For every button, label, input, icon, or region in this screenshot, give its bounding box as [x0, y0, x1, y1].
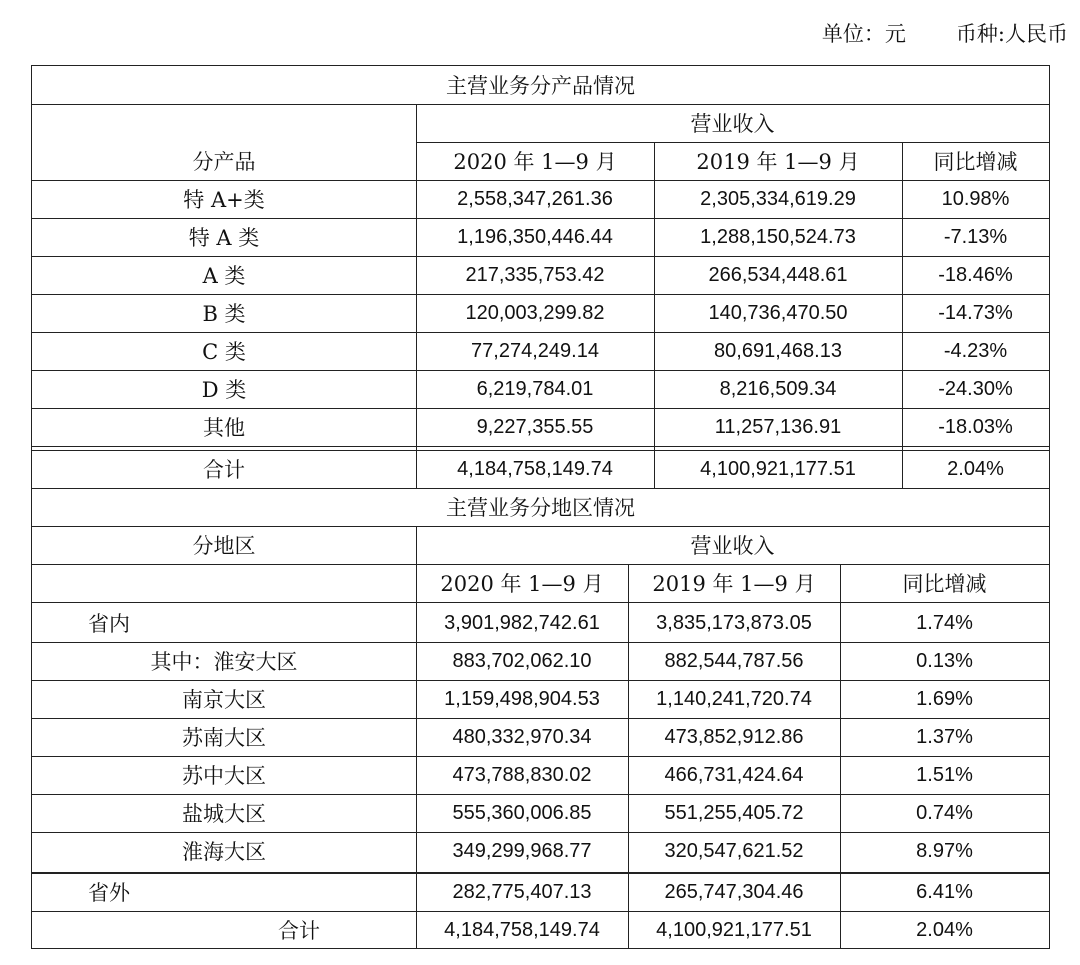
table-rule: [840, 564, 841, 948]
product-row-name: 其他: [203, 416, 245, 440]
table-rule: [32, 911, 1049, 912]
product-row-2020: 217,335,753.42: [465, 263, 605, 286]
region-row-name: 盐城大区: [182, 802, 266, 826]
region-total-2019: 4,100,921,177.51: [656, 918, 812, 941]
product-total-name: 合计: [203, 458, 245, 482]
product-row-2020: 9,227,355.55: [476, 415, 594, 438]
product-row-2019: 80,691,468.13: [714, 339, 842, 362]
product-revenue-header: 营业收入: [690, 112, 775, 136]
table-rule: [628, 564, 629, 948]
region-row-name: 苏中大区: [182, 764, 266, 788]
region-row-2019: 466,731,424.64: [664, 763, 804, 786]
product-2020-header: 2020 年 1—9 月: [453, 150, 617, 174]
region-row-2020: 349,299,968.77: [452, 839, 592, 862]
region-row-2020: 883,702,062.10: [452, 649, 592, 672]
table-rule: [32, 332, 1049, 333]
region-row-name: 其中：淮安大区: [150, 650, 298, 674]
region-row-name: 省内: [88, 612, 130, 636]
table-rule: [32, 450, 1049, 451]
region-total-name: 合计: [278, 919, 320, 943]
product-row-yoy: -18.03%: [938, 415, 1013, 438]
product-2019-header: 2019 年 1—9 月: [696, 150, 860, 174]
table-rule: [416, 104, 417, 488]
product-row-2019: 8,216,509.34: [719, 377, 837, 400]
table-rule: [32, 294, 1049, 295]
region-row-2019: 1,140,241,720.74: [656, 687, 812, 710]
region-row-2019: 473,852,912.86: [664, 725, 804, 748]
product-total-2019: 4,100,921,177.51: [700, 457, 856, 480]
table-rule: [902, 142, 903, 488]
product-row-yoy: -7.13%: [943, 225, 1008, 248]
product-row-name: 特 A 类: [188, 226, 260, 250]
region-row-2020: 3,901,982,742.61: [444, 611, 600, 634]
region-revenue-header: 营业收入: [690, 534, 775, 558]
product-row-2019: 140,736,470.50: [708, 301, 848, 324]
region-2019-header: 2019 年 1—9 月: [652, 572, 816, 596]
region-row-2020: 555,360,006.85: [452, 801, 592, 824]
table-rule: [32, 104, 1049, 105]
product-row-yoy: -18.46%: [938, 263, 1013, 286]
region-row-name: 省外: [88, 881, 130, 905]
region-row-yoy: 0.13%: [916, 649, 973, 672]
product-row-yoy: -14.73%: [938, 301, 1013, 324]
product-row-2020: 2,558,347,261.36: [457, 187, 613, 210]
product-row-2020: 120,003,299.82: [465, 301, 605, 324]
region-row-2020: 282,775,407.13: [452, 880, 592, 903]
product-row-yoy: 10.98%: [941, 187, 1010, 210]
region-total-2020: 4,184,758,149.74: [444, 918, 600, 941]
product-row-name: 特 A+类: [183, 188, 265, 212]
region-row-2020: 473,788,830.02: [452, 763, 592, 786]
table-rule: [32, 526, 1049, 527]
table-rule: [32, 602, 1049, 603]
region-row-2019: 320,547,621.52: [664, 839, 804, 862]
table-rule: [416, 526, 417, 948]
product-section-title: 主营业务分产品情况: [446, 74, 635, 98]
product-row-2019: 2,305,334,619.29: [700, 187, 856, 210]
table-rule: [32, 680, 1049, 681]
region-row-yoy: 1.74%: [916, 611, 973, 634]
product-row-name: D 类: [201, 378, 247, 402]
product-row-name: A 类: [202, 264, 246, 288]
region-row-yoy: 6.41%: [916, 880, 973, 903]
table-rule: [32, 642, 1049, 643]
region-row-name: 苏南大区: [182, 726, 266, 750]
product-yoy-header: 同比增减: [933, 150, 1018, 174]
table-rule: [32, 180, 1049, 181]
region-row-2020: 1,159,498,904.53: [444, 687, 600, 710]
table-rule: [32, 370, 1049, 371]
table-rule: [32, 832, 1049, 833]
table-rule: [32, 408, 1049, 409]
table-rule: [32, 488, 1049, 489]
product-column-header: 分产品: [192, 150, 256, 174]
currency-label: 币种:人民币: [955, 22, 1068, 46]
region-row-yoy: 1.69%: [916, 687, 973, 710]
product-row-2019: 266,534,448.61: [708, 263, 848, 286]
table-rule: [654, 142, 655, 488]
product-row-2019: 1,288,150,524.73: [700, 225, 856, 248]
revenue-table: [31, 65, 1050, 949]
region-section-title: 主营业务分地区情况: [446, 496, 635, 520]
product-row-yoy: -4.23%: [943, 339, 1008, 362]
region-row-2019: 882,544,787.56: [664, 649, 804, 672]
product-row-2020: 6,219,784.01: [476, 377, 594, 400]
table-rule: [416, 142, 1049, 143]
table-rule: [32, 756, 1049, 757]
region-row-2019: 3,835,173,873.05: [656, 611, 812, 634]
product-row-yoy: -24.30%: [938, 377, 1013, 400]
product-row-2020: 77,274,249.14: [471, 339, 599, 362]
region-row-2020: 480,332,970.34: [452, 725, 592, 748]
region-row-yoy: 1.37%: [916, 725, 973, 748]
table-rule: [32, 218, 1049, 219]
table-rule: [32, 718, 1049, 719]
product-row-name: C 类: [202, 340, 246, 364]
region-row-name: 淮海大区: [182, 840, 266, 864]
region-column-header: 分地区: [192, 534, 256, 558]
table-rule: [32, 446, 1049, 447]
region-row-2019: 551,255,405.72: [664, 801, 804, 824]
table-rule: [32, 794, 1049, 795]
product-row-2020: 1,196,350,446.44: [457, 225, 613, 248]
region-row-name: 南京大区: [182, 688, 266, 712]
unit-currency-line: [0, 18, 1068, 48]
region-yoy-header: 同比增减: [902, 572, 987, 596]
product-total-yoy: 2.04%: [947, 457, 1004, 480]
region-row-yoy: 0.74%: [916, 801, 973, 824]
table-rule: [32, 256, 1049, 257]
unit-label: 单位：元: [821, 22, 906, 46]
table-rule: [32, 872, 1049, 874]
region-row-yoy: 8.97%: [916, 839, 973, 862]
region-total-yoy: 2.04%: [916, 918, 973, 941]
product-total-2020: 4,184,758,149.74: [457, 457, 613, 480]
product-row-name: B 类: [202, 302, 246, 326]
region-row-yoy: 1.51%: [916, 763, 973, 786]
table-rule: [32, 564, 1049, 565]
region-2020-header: 2020 年 1—9 月: [440, 572, 604, 596]
region-row-2019: 265,747,304.46: [664, 880, 804, 903]
product-row-2019: 11,257,136.91: [714, 415, 842, 438]
